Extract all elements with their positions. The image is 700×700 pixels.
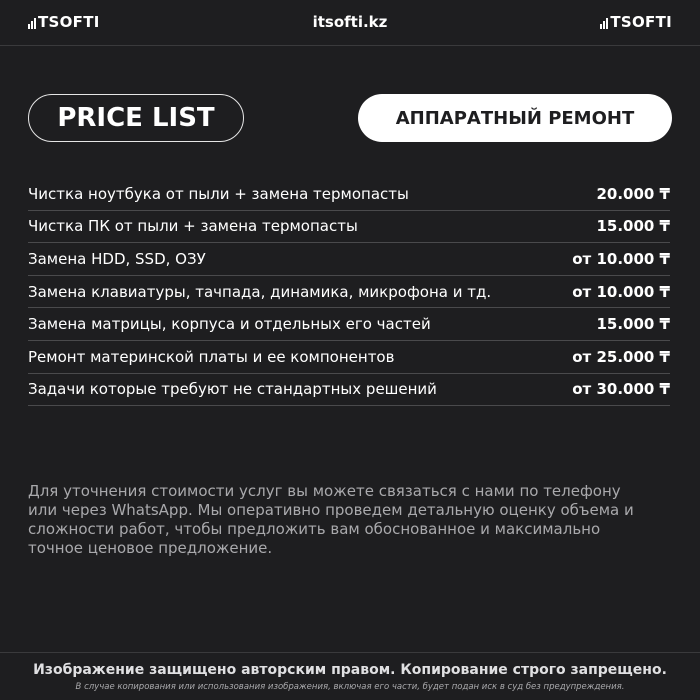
footer [0, 652, 700, 700]
service-price: от 30.000 ₸ [572, 380, 670, 399]
service-price: 20.000 ₸ [596, 184, 670, 203]
service-name: Задачи которые требуют не стандартных решений [28, 380, 437, 399]
service-price: 15.000 ₸ [596, 217, 670, 236]
price-row [28, 178, 670, 211]
service-price: от 10.000 ₸ [572, 249, 670, 268]
contact-note: Для уточнения стоимости услуг вы можете связаться с нами по телефону или через WhatsApp. Мы оперативно проведем детальную оценку объема и сложности работ, чтобы предложить вам обоснованное и максимально точное ценовое предложение. [28, 482, 634, 557]
service-name: Чистка ноутбука от пыли + замена термопасты [28, 184, 409, 203]
service-name: Замена клавиатуры, тачпада, динамика, микрофона и тд. [28, 282, 492, 301]
brand-name-right: TSOFTI [610, 13, 672, 31]
price-row [28, 211, 670, 244]
signal-bars-icon [600, 16, 608, 29]
site-url: itsofti.kz [312, 13, 388, 31]
price-table [28, 178, 670, 406]
service-price: 15.000 ₸ [596, 315, 670, 334]
service-name: Замена матрицы, корпуса и отдельных его частей [28, 315, 431, 334]
brand-logo-right [600, 13, 672, 31]
service-price: от 25.000 ₸ [572, 347, 670, 366]
price-list-badge: PRICE LIST [28, 94, 244, 142]
brand-name-left: TSOFTI [38, 13, 100, 31]
price-row [28, 276, 670, 309]
service-name: Замена HDD, SSD, ОЗУ [28, 249, 206, 268]
price-row [28, 243, 670, 276]
service-price: от 10.000 ₸ [572, 282, 670, 301]
header [0, 0, 700, 46]
copyright-notice: Изображение защищено авторским правом. Копирование строго запрещено. [33, 662, 667, 678]
copyright-disclaimer: В случае копирования или использования изображения, включая его части, будет подан иск в суд без предупреждения. [75, 682, 625, 692]
category-badge: АППАРАТНЫЙ РЕМОНТ [358, 94, 672, 142]
price-row [28, 308, 670, 341]
price-row [28, 341, 670, 374]
price-row [28, 374, 670, 407]
service-name: Чистка ПК от пыли + замена термопасты [28, 217, 358, 236]
service-name: Ремонт материнской платы и ее компонентов [28, 347, 395, 366]
